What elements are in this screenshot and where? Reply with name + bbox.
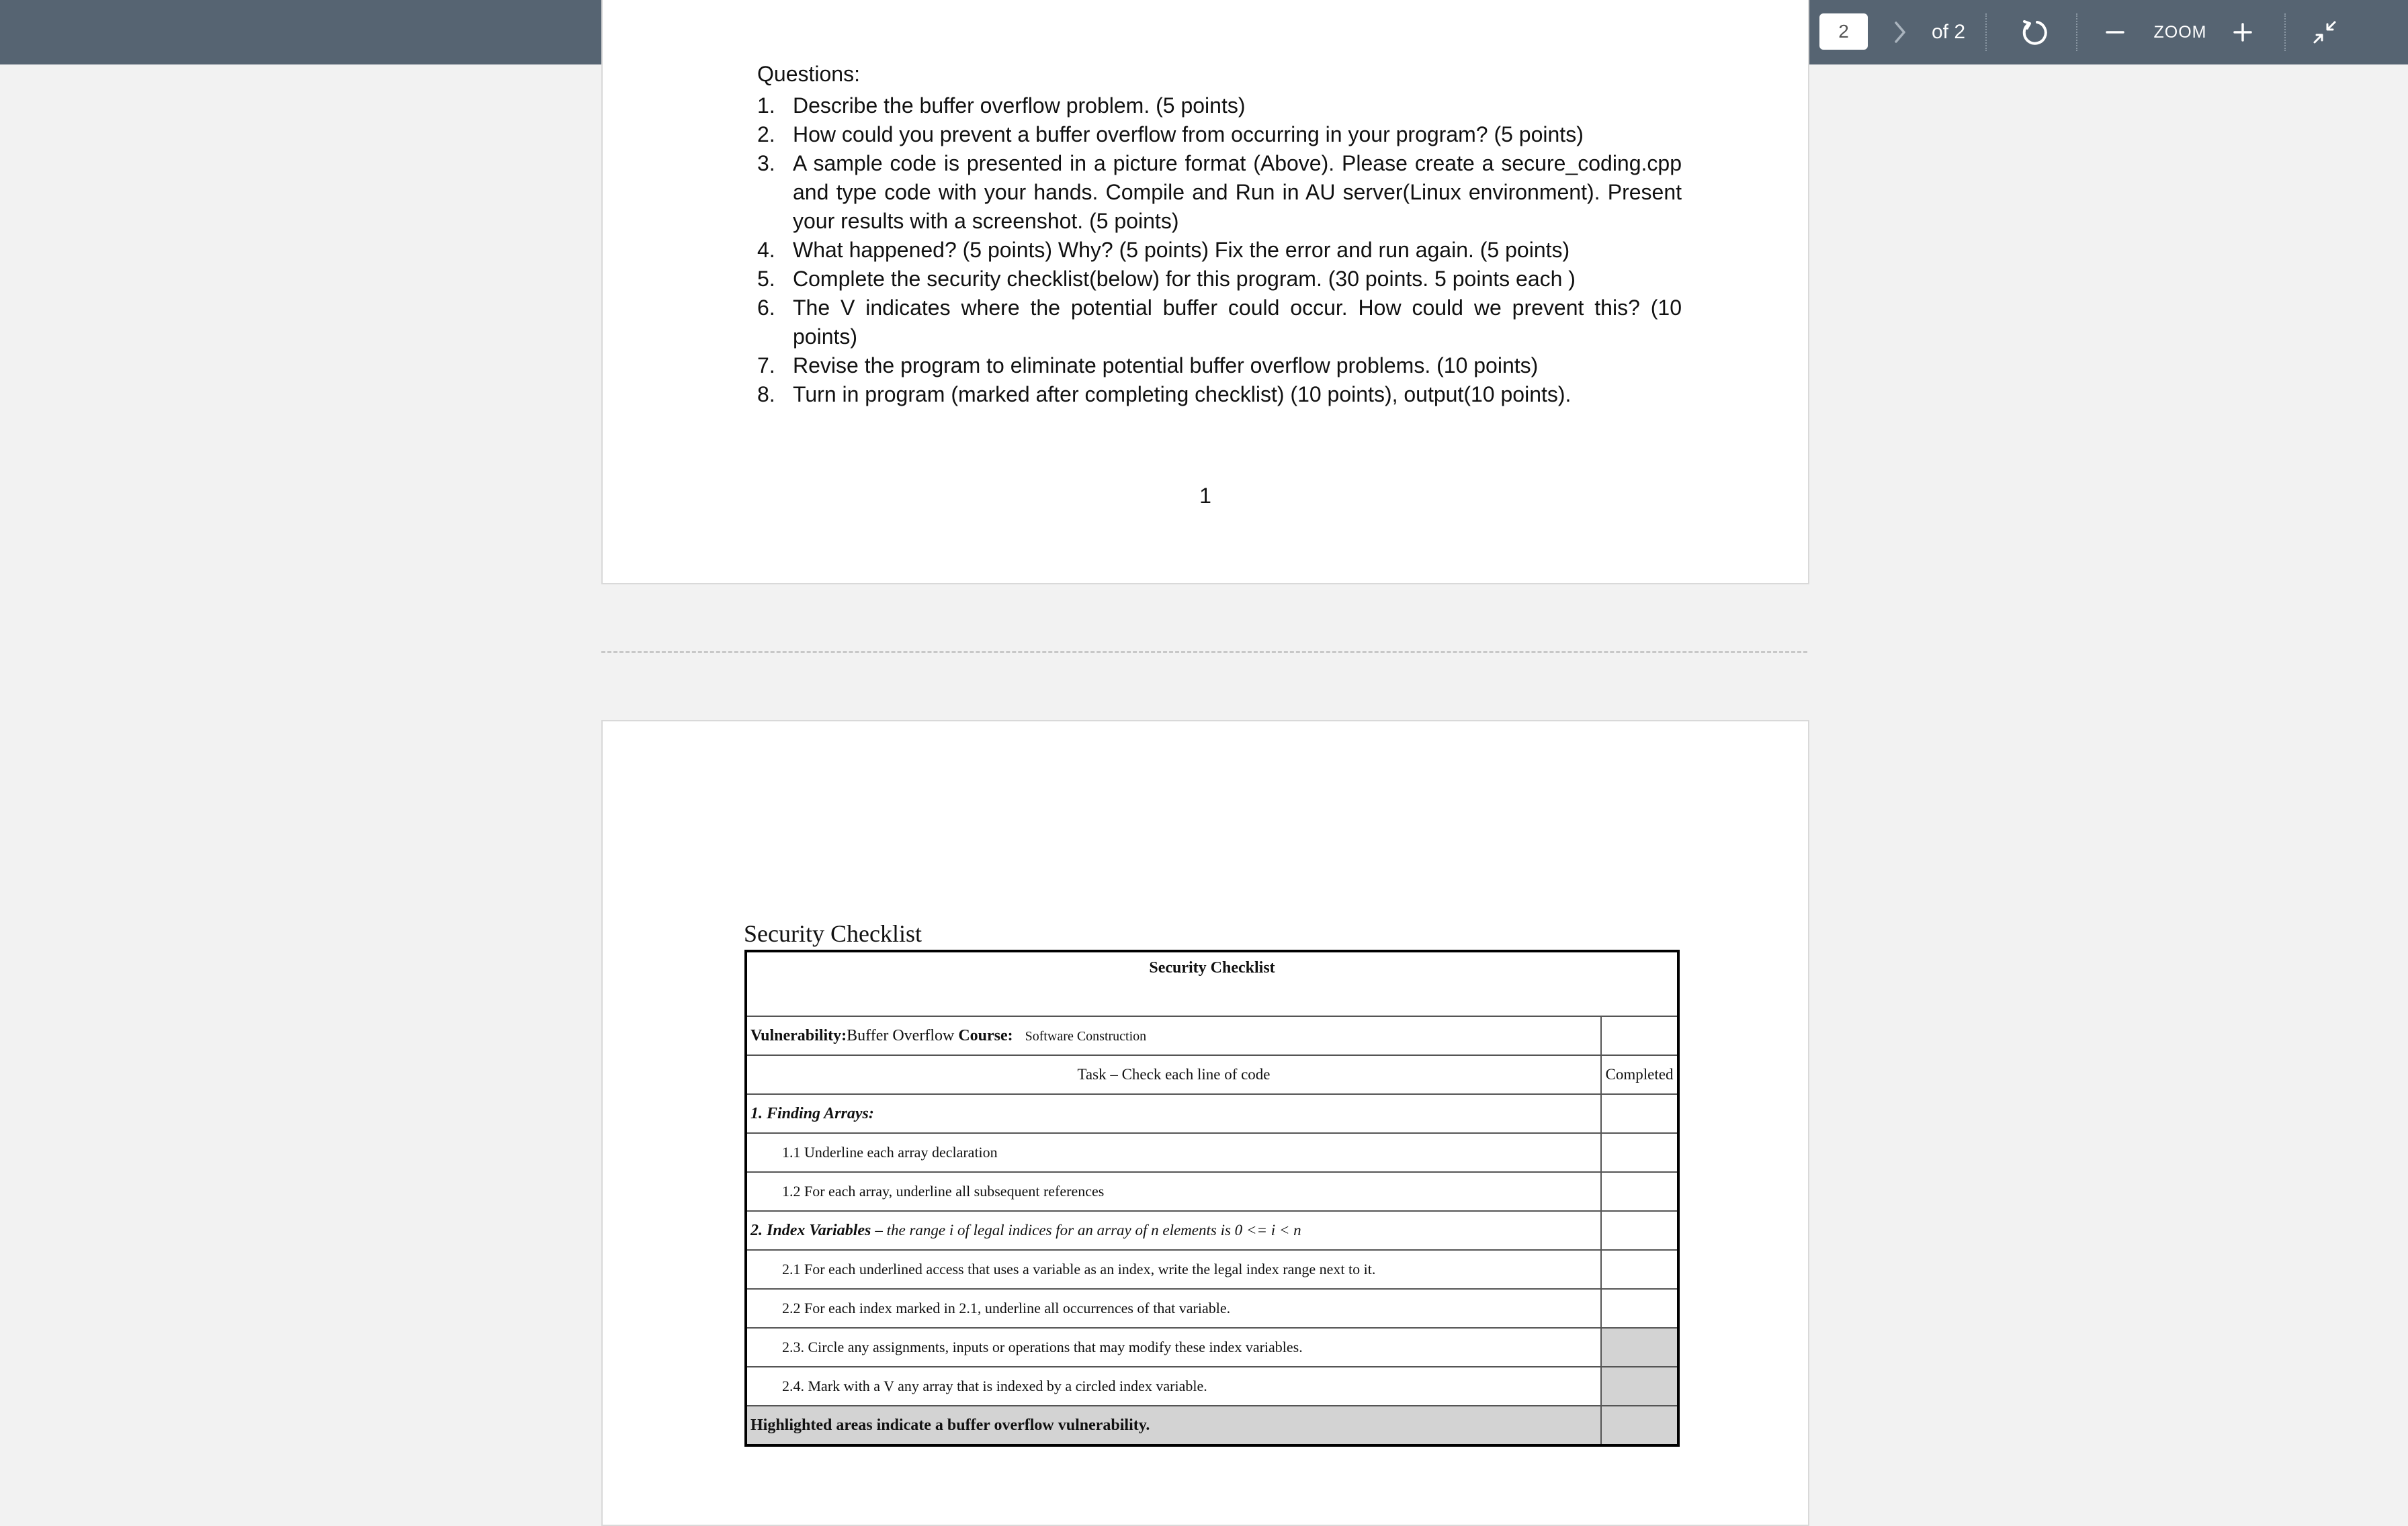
table-row (746, 1055, 1678, 1094)
collapse-arrows-icon (2311, 19, 2338, 46)
question-text: The V indicates where the potential buffer could occur. How could we prevent this? (10 points) (793, 296, 1682, 349)
completed-cell (1601, 1133, 1678, 1172)
table-row (746, 1133, 1678, 1172)
question-item (757, 149, 1682, 236)
rotate-reset-icon (2020, 18, 2049, 46)
minus-icon (2105, 22, 2125, 42)
completed-cell (1601, 1250, 1678, 1289)
chevron-right-icon (1893, 21, 1907, 44)
table-row (746, 951, 1678, 1016)
task-header: Task – Check each line of code (746, 1055, 1601, 1094)
checklist-item: 2.4. Mark with a V any array that is indexed by a circled index variable. (746, 1367, 1601, 1406)
checklist-item: 2.2 For each index marked in 2.1, underline all occurrences of that variable. (746, 1289, 1601, 1328)
course-label: Course: (958, 1026, 1013, 1044)
question-number: 4. (757, 238, 775, 262)
checklist-heading: Security Checklist (744, 920, 922, 947)
reset-view-button[interactable] (2016, 0, 2053, 64)
question-item (757, 294, 1682, 351)
page-break-divider (601, 651, 1807, 653)
checklist-item: 1.1 Underline each array declaration (746, 1133, 1601, 1172)
question-text: What happened? (5 points) Why? (5 points) Fix the error and run again. (5 points) (793, 238, 1570, 262)
next-page-button[interactable] (1881, 0, 1919, 64)
question-text: Complete the security checklist(below) for this program. (30 points. 5 points each ) (793, 267, 1576, 291)
plus-icon (2232, 21, 2253, 43)
section-index-variables (746, 1211, 1601, 1250)
table-row (746, 1406, 1678, 1445)
table-row (746, 1094, 1678, 1133)
completed-cell (1601, 1094, 1678, 1133)
question-text: Turn in program (marked after completing checklist) (10 points), output(10 points). (793, 382, 1572, 406)
checklist-item: 2.1 For each underlined access that uses a variable as an index, write the legal index range next to it. (746, 1250, 1601, 1289)
completed-cell-highlighted (1601, 1406, 1678, 1445)
completed-cell (1601, 1016, 1678, 1055)
toolbar-divider (1985, 13, 1987, 51)
zoom-label: ZOOM (2153, 22, 2207, 42)
table-row (746, 1289, 1678, 1328)
vulnerability-label: Vulnerability: (750, 1026, 847, 1044)
page-number-input[interactable] (1819, 13, 1868, 50)
question-item (757, 380, 1682, 409)
toolbar-divider (2076, 13, 2077, 51)
question-number: 8. (757, 382, 775, 406)
table-row (746, 1211, 1678, 1250)
completed-cell (1601, 1172, 1678, 1211)
question-number: 1. (757, 93, 775, 118)
question-number: 7. (757, 353, 775, 377)
section-title: 2. Index Variables (750, 1221, 871, 1239)
vulnerability-cell (746, 1016, 1601, 1055)
question-item (757, 91, 1682, 120)
course-value: Software Construction (1025, 1028, 1147, 1044)
question-item (757, 351, 1682, 380)
zoom-in-button[interactable] (2224, 0, 2262, 64)
question-item (757, 120, 1682, 149)
security-checklist-table (744, 950, 1680, 1447)
question-number: 5. (757, 267, 775, 291)
question-text: How could you prevent a buffer overflow from occurring in your program? (5 points) (793, 122, 1584, 146)
checklist-item: 1.2 For each array, underline all subsequent references (746, 1172, 1601, 1211)
table-row (746, 1367, 1678, 1406)
exit-fullscreen-button[interactable] (2305, 0, 2345, 64)
question-text: Revise the program to eliminate potential buffer overflow problems. (10 points) (793, 353, 1539, 377)
completed-cell-highlighted (1601, 1328, 1678, 1367)
toolbar-divider (2284, 13, 2286, 51)
completed-cell-highlighted (1601, 1367, 1678, 1406)
question-item (757, 265, 1682, 294)
question-number: 6. (757, 296, 775, 320)
table-title: Security Checklist (746, 951, 1678, 1016)
table-row (746, 1250, 1678, 1289)
question-text: Describe the buffer overflow problem. (5 points) (793, 93, 1246, 118)
highlight-note: Highlighted areas indicate a buffer overflow vulnerability. (746, 1406, 1601, 1445)
checklist-item: 2.3. Circle any assignments, inputs or operations that may modify these index variables. (746, 1328, 1601, 1367)
question-number: 2. (757, 122, 775, 146)
page-count-label: of 2 (1931, 21, 1966, 43)
document-page-2 (601, 720, 1809, 1526)
table-row (746, 1016, 1678, 1055)
section-note: – the range i of legal indices for an array of n elements is 0 <= i < n (875, 1221, 1301, 1239)
section-finding-arrays: 1. Finding Arrays: (746, 1094, 1601, 1133)
table-row (746, 1328, 1678, 1367)
questions-list (757, 91, 1682, 409)
table-row (746, 1172, 1678, 1211)
vulnerability-value: Buffer Overflow (847, 1026, 955, 1044)
question-item (757, 236, 1682, 265)
zoom-out-button[interactable] (2096, 0, 2134, 64)
completed-header: Completed (1601, 1055, 1678, 1094)
page-number-footer: 1 (1199, 484, 1211, 508)
questions-heading: Questions: (757, 62, 860, 86)
question-text: A sample code is presented in a picture format (Above). Please create a secure_coding.cpp and type code with your hands. Compile and Run in AU server(Linux environment). Present your results with a screenshot. (5 points) (793, 151, 1682, 233)
completed-cell (1601, 1289, 1678, 1328)
question-number: 3. (757, 151, 775, 175)
completed-cell (1601, 1211, 1678, 1250)
document-page-1 (601, 0, 1809, 584)
